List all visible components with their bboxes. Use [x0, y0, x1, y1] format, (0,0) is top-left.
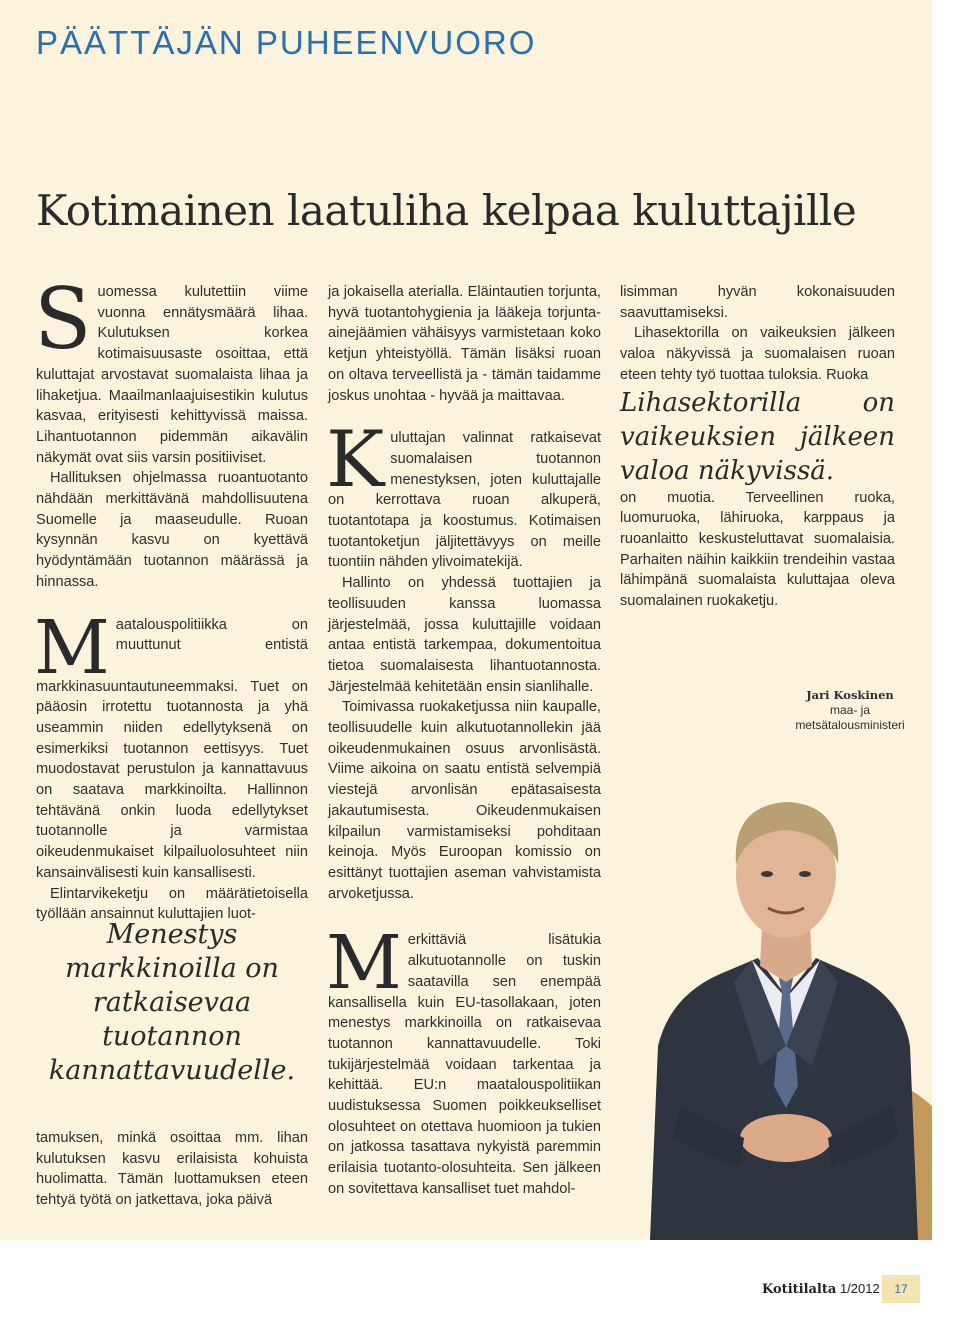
paragraph	[34, 604, 308, 884]
paragraph: Toimivassa ruokaketjussa niin kaupalle, teollisuudelle kuin alkutuotannollekin jää oikeudenmukainen osuus arvonlisästä. Viime aikoina on saatu entistä selvempiä viestejä arvonlisän epätasaisesta jakautumisesta. Oikeudenmukaisen kilpailun varmistamiseksi pohditaan keinoja. Myös Euroopan komissio on esittänyt tuottajien aseman vahvistamista arvoketjussa.	[328, 699, 601, 902]
paragraph: Hallinto on yhdessä tuottajien ja teollisuuden kanssa luomassa järjestelmää, jossa kuluttajille voidaan antaa entistä tarkempaa, dokumentoitua tietoa suomalaisesta lihantuotannosta. Järjestelmää kehitetään ensin sianlihalle.	[328, 575, 601, 695]
pull-quote: Lihasektorilla on vaikeuksien jälkeen valoa näkyvissä.	[620, 387, 895, 486]
footer-magazine	[762, 1281, 880, 1297]
paragraph-text: aatalouspolitiikka on muuttunut entistä markkinasuuntautuneemmaksi. Tuet on pääosin irrotettu tuotannosta ja yhä useammin niiden edellytyksenä on esimerkiksi tuotannon eettisyys. Tuet muodostavat perustulon ja kannattavuus on saatava markkinoilta. Hallinnon tehtävänä onkin luoda edellytykset tuotannolle ja varmistaa oikeudenmukaiset kilpailuolosuhteet niin kansainvälisesti kuin kansallisesti.	[36, 616, 308, 881]
author-portrait-photo	[640, 746, 932, 1240]
author-title: maa- ja metsätalousministeri	[795, 703, 905, 732]
author-signature	[795, 688, 905, 733]
paragraph-text: erkittäviä lisätukia alkutuotannolle on tuskin saatavilla sen enempää kansallisella kuin EU-tasollakaan, joten menestys markkinoilla on ratkaisevaa tuotannon kannattavuudelle. Toki tukijärjestelmää voidaan tarkentaa ja kehittää. EU:n maatalouspolitiikan uudistuksessa Suomen poikkeukselliset olosuhteet on otettava huomioon ja tukien on jatkossa tasattava nykyistä paremmin erilaisia tuotanto-olosuhteita. Sen jälkeen on sovitettava kansalliset tuet mahdol-	[328, 932, 601, 1197]
paragraph: Lihasektorilla on vaikeuksien jälkeen valoa näkyvissä ja suomalaisen ruoan eteen tehty työ tuottaa tuloksia. Ruoka	[620, 325, 895, 383]
paragraph: lisimman hyvän kokonaisuuden saavuttamiseksi.	[620, 284, 895, 321]
paragraph: tamuksen, minkä osoittaa mm. lihan kulutuksen kasvu erilaisista kohuista huolimatta. Tämän luottamuksen eteen tehtyä työtä on jatkettava, joka päivä	[36, 1130, 308, 1209]
paragraph	[326, 920, 601, 1199]
article-column-2	[328, 282, 601, 1200]
paragraph: on muotia. Terveellinen ruoka, luomuruoka, lähiruoka, karppaus ja ruoanlaitto keskusteluttavat suomalaisia. Parhaiten näihin kaikkiin trendeihin vastaa lähimpänä suomalaista kuluttajaa oleva suomalainen ruokaketju.	[620, 489, 895, 610]
drop-cap: S	[34, 270, 92, 368]
paragraph: Hallituksen ohjelmassa ruoantuotanto nähdään merkittävänä mahdollisuutena Suomelle ja maaseudulle. Ruoan kysynnän kasvu on kyettävä hyödyntämään tuotannon määrässä ja hinnassa.	[36, 470, 308, 590]
paragraph	[34, 270, 308, 468]
issue-number: 1/2012	[839, 1281, 880, 1296]
drop-cap: M	[34, 604, 110, 691]
paragraph	[326, 415, 601, 573]
article-headline: Kotimainen laatuliha kelpaa kuluttajille	[36, 186, 857, 235]
drop-cap: K	[326, 415, 385, 506]
section-label: PÄÄTTÄJÄN PUHEENVUORO	[36, 24, 537, 61]
paragraph-text: uluttajan valinnat ratkaisevat suomalaisen tuotannon menestyksen, joten kuluttajalle on kerrottava ruoan alkuperä, tuotantotapa ja koostumus. Kotimaisen tuotantoketjun jäljitettävyys on meille tuontiin nähden ylivoimatekijä.	[328, 430, 601, 571]
author-name: Jari Koskinen	[806, 688, 894, 702]
magazine-name: Kotitilalta	[762, 1282, 837, 1297]
article-column-1	[34, 270, 308, 925]
article-column-1-continued	[36, 1128, 308, 1211]
paragraph: Elintarvikeketju on määrätietoisella työllään ansainnut kuluttajien luot-	[36, 885, 308, 923]
drop-cap: M	[326, 920, 402, 1007]
page-number: 17	[882, 1275, 920, 1303]
paragraph: ja jokaisella aterialla. Eläintautien torjunta, hyvä tuotantohygienia ja lääkeja torjunta-ainejäämien vähäisyys varmistetaan koko ketjun yhteistyöllä. Tämän lisäksi ruoan on oltava terveellistä ja - tämän taidamme joskus unohtaa - hyvää ja maittavaa.	[328, 284, 601, 404]
article-column-3	[620, 282, 895, 612]
pull-quote: Menestys markkinoilla on ratkaisevaa tuotannon kannattavuudelle.	[48, 919, 296, 1086]
paragraph-text: uomessa kulutettiin viime vuonna ennätysmäärä lihaa. Kulutuksen korkea kotimaisuusaste osoittaa, että kuluttajat arvostavat suomalaista lihaa ja lihaketjua. Maailmanlaajuisestikin kulutus kasvaa, erityisesti kehittyvissä maissa. Lihantuotannon pidemmän aikavälin näkymät ovat siis varsin positiiviset.	[36, 284, 308, 466]
